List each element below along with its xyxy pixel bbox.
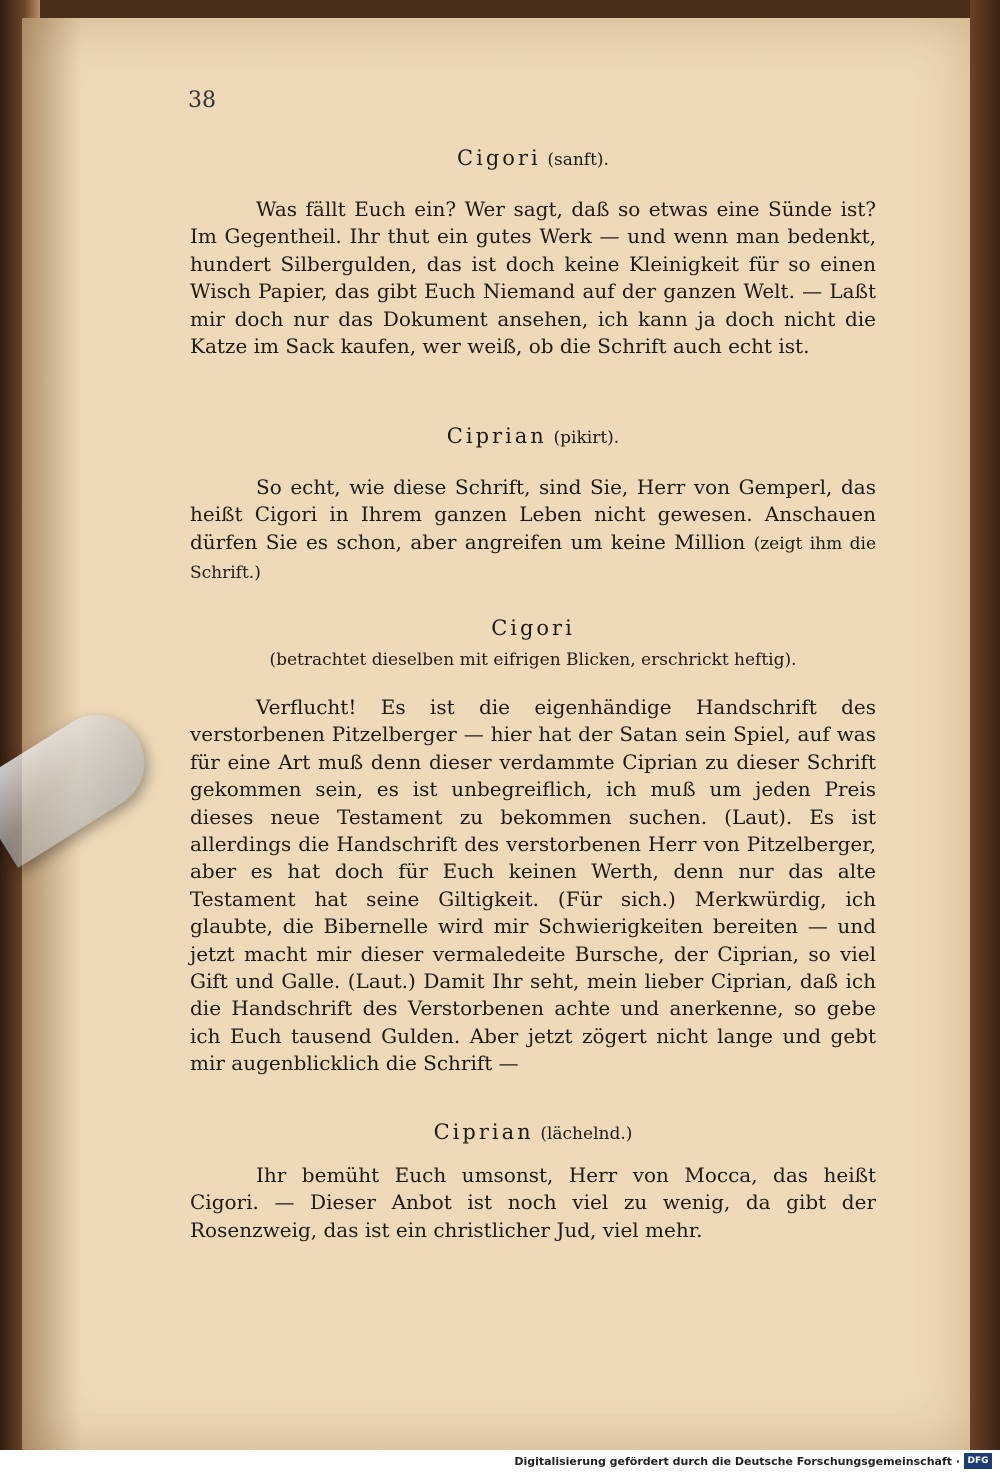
page-number: 38: [188, 88, 216, 113]
stage-direction: (pikirt).: [553, 428, 620, 448]
speaker-name: Cigori: [457, 146, 541, 170]
speaker-name: Ciprian: [446, 424, 547, 448]
stage-direction-inline: (zeigt ihm die Schrift.): [190, 533, 877, 584]
footer-credit: Digitalisierung gefördert durch die Deutsche Forschungsgemeinschaft ·: [514, 1455, 960, 1468]
speaker-heading: [190, 146, 876, 170]
dialogue-text: So echt, wie diese Schrift, sind Sie, Herr von Gemperl, das heißt Cigori in Ihrem ganzen Leben nicht gewesen. Anschauen dürfen Sie es schon, aber angreifen um keine Million: [190, 475, 876, 554]
dialogue-paragraph: Verflucht! Es ist die eigenhändige Handschrift des verstorbenen Pitzelberger — hier hat der Satan sein Spiel, auf was für eine Art muß denn dieser verdammte Ciprian zu dieser Schrift gekommen sein, es ist unbegreiflich, ich muß um jeden Preis dieses neue Testament zu bekommen suchen. (Laut). Es ist allerdings die Handschrift des verstorbenen Herr von Pitzelberger, aber es hat doch für Euch keinen Werth, denn nur das alte Testament hat seine Giltigkeit. (Für sich.) Merkwürdig, ich glaubte, die Bibernelle wird mir Schwierigkeiten bereiten — und jetzt macht mir dieser vermaledeite Bursche, der Ciprian, so viel Gift und Galle. (Laut.) Damit Ihr seht, mein lieber Ciprian, daß ich die Handschrift des Verstorbenen achte und anerkenne, so gebe ich Euch tausend Gulden. Aber jetzt zögert nicht lange und gebt mir augenblicklich die Schrift —: [190, 695, 876, 1076]
scan-background-right: [970, 0, 1000, 1475]
speaker-name: Ciprian: [433, 1120, 534, 1144]
dialogue-paragraph: Ihr bemüht Euch umsonst, Herr von Mocca, das heißt Cigori. — Dieser Anbot ist noch viel zu wenig, da gibt der Rosenzweig, das ist ein christlicher Jud, viel mehr.: [190, 1163, 876, 1242]
speaker-heading: [190, 1120, 876, 1144]
stage-direction: (sanft).: [547, 150, 609, 170]
dialogue-paragraph: Was fällt Euch ein? Wer sagt, daß so etwas eine Sünde ist? Im Gegentheil. Ihr thut ein gutes Werk — und wenn man bedenkt, hundert Silbergulden, das ist doch keine Kleinigkeit für so einen Wisch Papier, das gibt Euch Niemand auf der ganzen Welt. — Laßt mir doch nur das Dokument ansehen, ich kann ja doch nicht die Katze im Sack kaufen, wer weiß, ob die Schrift auch echt ist.: [190, 197, 876, 359]
stage-direction: (lächelnd.): [540, 1124, 633, 1144]
speaker-heading: [190, 616, 876, 640]
stage-direction: (betrachtet dieselben mit eifrigen Blicken, erschrickt heftig).: [269, 650, 797, 670]
speaker-heading: [190, 424, 876, 448]
dialogue-paragraph: [190, 474, 876, 588]
speaker-name: Cigori: [491, 616, 575, 640]
dfg-logo: DFG: [964, 1453, 992, 1469]
